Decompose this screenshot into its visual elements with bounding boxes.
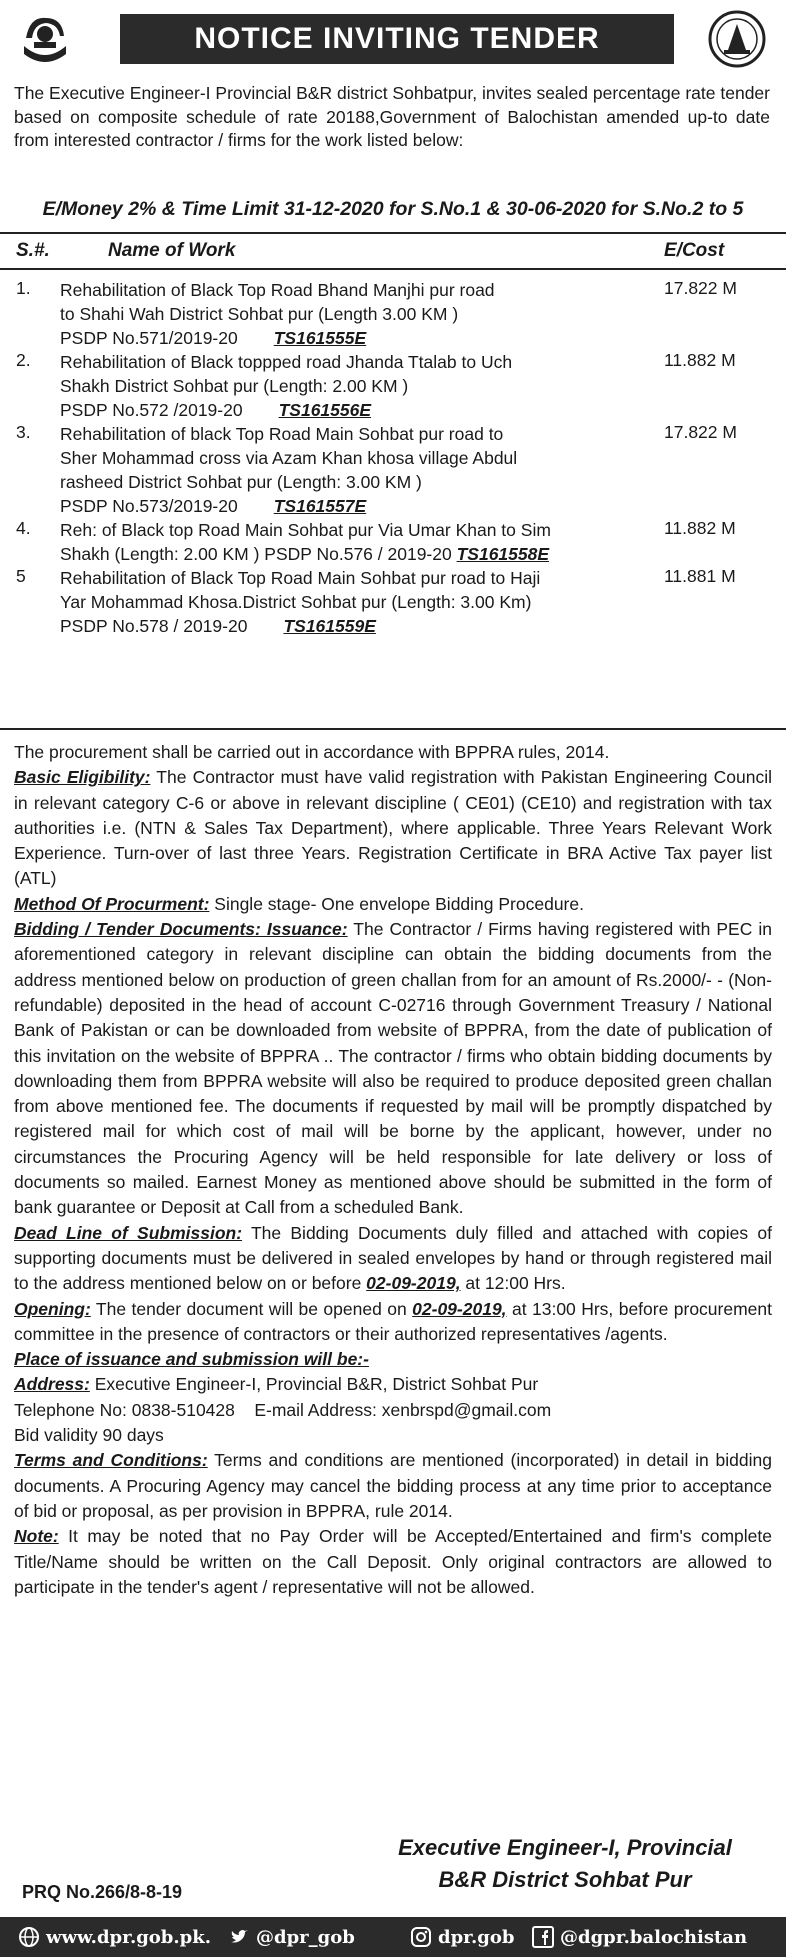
row-line: Rehabilitation of Black toppped road Jhanda Ttalab to Uch: [60, 352, 513, 372]
psdp-number: PSDP No.573/2019-20: [60, 496, 238, 516]
section-heading: Basic Eligibility:: [14, 767, 151, 788]
row-description: [60, 518, 620, 566]
row-description: [60, 422, 620, 518]
row-number: 1.: [16, 278, 31, 298]
row-psdp-line: [60, 614, 620, 638]
opening-date: 02-09-2019,: [412, 1298, 507, 1319]
section-heading: Dead Line of Submission:: [14, 1222, 243, 1243]
footer-instagram[interactable]: [410, 1926, 514, 1948]
deadline-of-submission: [14, 1221, 772, 1297]
notice-title: NOTICE INVITING TENDER: [120, 14, 674, 64]
signature-line: B&R District Sohbat Pur: [438, 1867, 692, 1892]
section-heading: Address:: [14, 1374, 90, 1395]
header-name-of-work: Name of Work: [108, 240, 236, 261]
row-cost: 17.822 M: [664, 422, 737, 442]
psdp-number: PSDP No.578 / 2019-20: [60, 616, 248, 636]
section-heading: Opening:: [14, 1298, 91, 1319]
section-text: The Contractor / Firms having registered with PEC in aforementioned category in relevant discipline can obtain the bidding documents from the address mentioned below on production of green challan from for an amount of Rs.2000/- - (Non-refundable) deposited in the head of account C-02716 through Government Treasury / National Bank of Pakistan or can be downloaded from website of BPPRA, from the date of publication of this invitation on the website of BPPRA .. The contractor / firms who obtain bidding documents by downloading them from BPPRA website will also be required to produce deposited green challan from above mentioned fee. The documents if requested by mail will be promptly dispatched by registered mail for which cost of mail will be borne by the applicant, however, under no circumstances the Procuring Agency will be held responsible for late delivery or loss of documents so mailed. Earnest Money as mentioned above should be submitted in the form of bank guarantee or Deposit at Call from a scheduled Bank.: [14, 919, 772, 1218]
section-heading: Place of issuance and submission will be:-: [14, 1349, 369, 1370]
row-line: to Shahi Wah District Sohbat pur (Length 3.00 KM ): [60, 304, 459, 324]
row-line: Sher Mohammad cross via Azam Khan khosa village Abdul: [60, 448, 518, 468]
section-text: The Contractor must have valid registration with Pakistan Engineering Council in relevant category C-6 or above in relevant discipline ( CE01) (CE10) and registration with tax authorities i.e. (NTN & Sales Tax Department), where applicable. Three Years Relevant Work Experience. Turn-over of last three Years. Registration Certificate in BRA Active Tax payer list (ATL): [14, 767, 772, 889]
row-cost: 17.822 M: [664, 278, 737, 298]
section-text: Single stage- One envelope Bidding Procedure.: [209, 893, 584, 914]
notice-header: [0, 0, 786, 78]
row-description: [60, 278, 620, 350]
basic-eligibility: [14, 765, 772, 891]
instagram-icon: [410, 1926, 432, 1948]
section-heading: Note:: [14, 1526, 59, 1547]
twitter-icon: [228, 1926, 250, 1948]
table-header: [0, 232, 786, 270]
deadline-date: 02-09-2019,: [366, 1273, 461, 1294]
row-cost: 11.881 M: [664, 566, 736, 586]
psdp-number: PSDP No.571/2019-20: [60, 328, 238, 348]
row-line: Reh: of Black top Road Main Sohbat pur Via Umar Khan to Sim: [60, 520, 551, 540]
footer-website[interactable]: [18, 1926, 211, 1948]
place-of-issuance: [14, 1347, 772, 1372]
row-description: [60, 566, 620, 638]
intro-paragraph: The Executive Engineer-I Provincial B&R district Sohbatpur, invites sealed percentage rate tender based on composite schedule of rate 20188,Government of Balochistan amended up-to date from interested contractor / firms for the work listed below:: [14, 83, 770, 150]
row-number: 5: [16, 566, 26, 586]
opening: [14, 1297, 772, 1348]
row-cost: 11.882 M: [664, 518, 736, 538]
method-of-procurement: [14, 892, 772, 917]
footer-facebook[interactable]: [532, 1926, 747, 1948]
section-text: The tender document will be opened on: [90, 1298, 413, 1319]
row-cost: 11.882 M: [664, 350, 736, 370]
psdp-number: PSDP No.572 /2019-20: [60, 400, 243, 420]
section-heading: Method Of Procurment:: [14, 893, 210, 914]
signature-line: Executive Engineer-I, Provincial: [398, 1835, 732, 1860]
row-psdp-line: [60, 542, 620, 566]
twitter-handle[interactable]: @dpr_gob: [256, 1926, 355, 1948]
row-description: [60, 350, 620, 422]
footer-bar: [0, 1917, 786, 1957]
row-line: Rehabilitation of Black Top Road Main Sohbat pur road to Haji: [60, 568, 541, 588]
signature-block: [360, 1832, 770, 1896]
government-logo-icon: [16, 8, 74, 66]
section-text: Executive Engineer-I, Provincial B&R, District Sohbat Pur: [89, 1374, 539, 1395]
facebook-icon: [532, 1926, 554, 1948]
row-number: 4.: [16, 518, 31, 538]
balochistan-emblem-icon: [708, 10, 766, 68]
row-line: rasheed District Sohbat pur (Length: 3.00 KM ): [60, 472, 422, 492]
tender-terms: [14, 740, 772, 1600]
row-psdp-line: [60, 494, 620, 518]
section-heading: Bidding / Tender Documents: Issuance:: [14, 919, 348, 940]
bidding-documents: [14, 917, 772, 1221]
header-sno: S.#.: [16, 240, 50, 261]
note: [14, 1524, 772, 1600]
section-text: at 12:00 Hrs.: [460, 1273, 566, 1294]
prq-number: PRQ No.266/8-8-19: [22, 1882, 183, 1902]
address: [14, 1372, 772, 1397]
ts-code: TS161557E: [273, 496, 367, 516]
section-text: Terms and conditions are mentioned (incorporated) in detail in bidding documents. A Procuring Agency may cancel the bidding process at any time prior to acceptance of bid or proposal, as per provision in BPPRA, rule 2014.: [14, 1450, 772, 1521]
table-row: [0, 278, 786, 350]
table-row: [0, 350, 786, 422]
section-text: at 13:00 Hrs, before procurement committee in the presence of contractors or their authorized representatives /agents.: [14, 1298, 773, 1344]
earnest-money-line: E/Money 2% & Time Limit 31-12-2020 for S.No.1 & 30-06-2020 for S.No.2 to 5: [42, 198, 744, 220]
ts-code: TS161559E: [283, 616, 376, 636]
section-text: The Bidding Documents duly filled and attached with copies of supporting documents must be delivered in sealed envelopes by hand or through registered mail to the address mentioned below on or before: [14, 1222, 772, 1294]
globe-icon: [18, 1926, 40, 1948]
ts-code: TS161555E: [273, 328, 367, 348]
row-line: Yar Mohammad Khosa.District Sohbat pur (Length: 3.00 Km): [60, 592, 532, 612]
terms-and-conditions: [14, 1448, 772, 1524]
footer-twitter[interactable]: [228, 1926, 355, 1948]
row-psdp-line: [60, 326, 620, 350]
row-psdp-line: [60, 398, 620, 422]
header-estimated-cost: E/Cost: [664, 240, 725, 261]
ts-code: TS161556E: [278, 400, 372, 420]
row-line: Shakh District Sohbat pur (Length: 2.00 KM ): [60, 376, 409, 396]
table-row: [0, 518, 786, 566]
table-bottom-rule: [0, 728, 786, 730]
table-row: [0, 566, 786, 638]
row-number: 3.: [16, 422, 31, 442]
table-row: [0, 422, 786, 518]
section-heading: Terms and Conditions:: [14, 1450, 208, 1471]
section-text: It may be noted that no Pay Order will be Accepted/Entertained and firm's complete Title/Name should be written on the Call Deposit. Only original contractors are allowed to participate in the tender's agent / representative will not be allowed.: [14, 1526, 772, 1597]
ts-code: TS161558E: [456, 544, 550, 564]
facebook-handle[interactable]: @dgpr.balochistan: [560, 1926, 748, 1948]
row-line: Shakh (Length: 2.00 KM ) PSDP No.576 / 2019-20: [60, 544, 452, 564]
website-link[interactable]: www.dpr.gob.pk.: [46, 1926, 211, 1948]
row-number: 2.: [16, 350, 31, 370]
bid-validity: Bid validity 90 days: [14, 1425, 164, 1446]
telephone-email: Telephone No: 0838-510428 E-mail Address: xenbrspd@gmail.com: [14, 1399, 552, 1420]
instagram-handle[interactable]: dpr.gob: [438, 1926, 515, 1948]
row-line: Rehabilitation of black Top Road Main Sohbat pur road to: [60, 424, 504, 444]
row-line: Rehabilitation of Black Top Road Bhand Manjhi pur road: [60, 280, 495, 300]
procurement-statement: The procurement shall be carried out in accordance with BPPRA rules, 2014.: [14, 742, 610, 762]
